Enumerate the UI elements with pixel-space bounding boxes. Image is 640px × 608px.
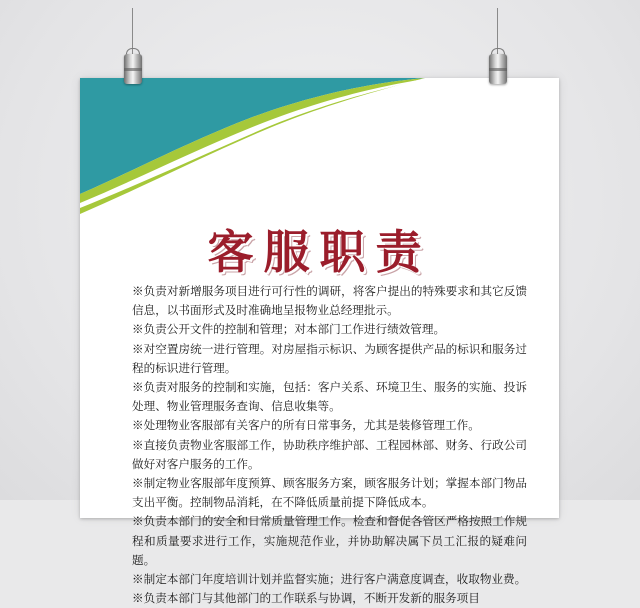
poster [80, 78, 559, 606]
duty-item: ※负责公开文件的控制和管理；对本部门工作进行绩效管理。 [132, 322, 446, 337]
duties-list [132, 282, 527, 608]
duty-item: ※负责对新增服务项目进行可行性的调研，将客户提出的特殊要求和其它反馈信息，以书面形式及时准确地呈报物业总经理批示。 [132, 284, 527, 318]
header-wave-decoration [80, 78, 559, 218]
duty-item: ※处理物业客服部有关客户的所有日常事务，尤其是装修管理工作。 [132, 418, 480, 433]
duty-item: ※负责对服务的控制和实施，包括：客户关系、环境卫生、服务的实施、投诉处理、物业管理服务查询、信息收集等。 [132, 380, 527, 414]
duty-item: ※负责本部门与其他部门的工作联系与协调，不断开发新的服务项目 [132, 591, 480, 606]
duty-item: ※制定本部门年度培训计划并监督实施；进行客户满意度调查，收取物业费。 [132, 572, 527, 587]
duty-item: ※负责本部门的安全和日常质量管理工作。检查和督促各管区严格按照工作规程和质量要求进行工作，实施规范作业，并协助解决属下员工汇报的疑难问题。 [132, 514, 527, 567]
duty-item: ※制定物业客服部年度预算、顾客服务方案，顾客服务计划；掌握本部门物品支出平衡。控制物品消耗，在不降低质量前提下降低成本。 [132, 476, 527, 510]
duty-item: ※直接负责物业客服部工作，协助秩序维护部、工程园林部、财务、行政公司做好对客户服务的工作。 [132, 437, 527, 471]
duty-item: ※对空置房统一进行管理。对房屋指示标识、为顾客提供产品的标识和服务过程的标识进行管理。 [132, 341, 527, 375]
right-binder-clip-icon [487, 48, 509, 88]
left-binder-clip-icon [122, 48, 144, 88]
poster-title: 客服职责 [207, 225, 432, 279]
